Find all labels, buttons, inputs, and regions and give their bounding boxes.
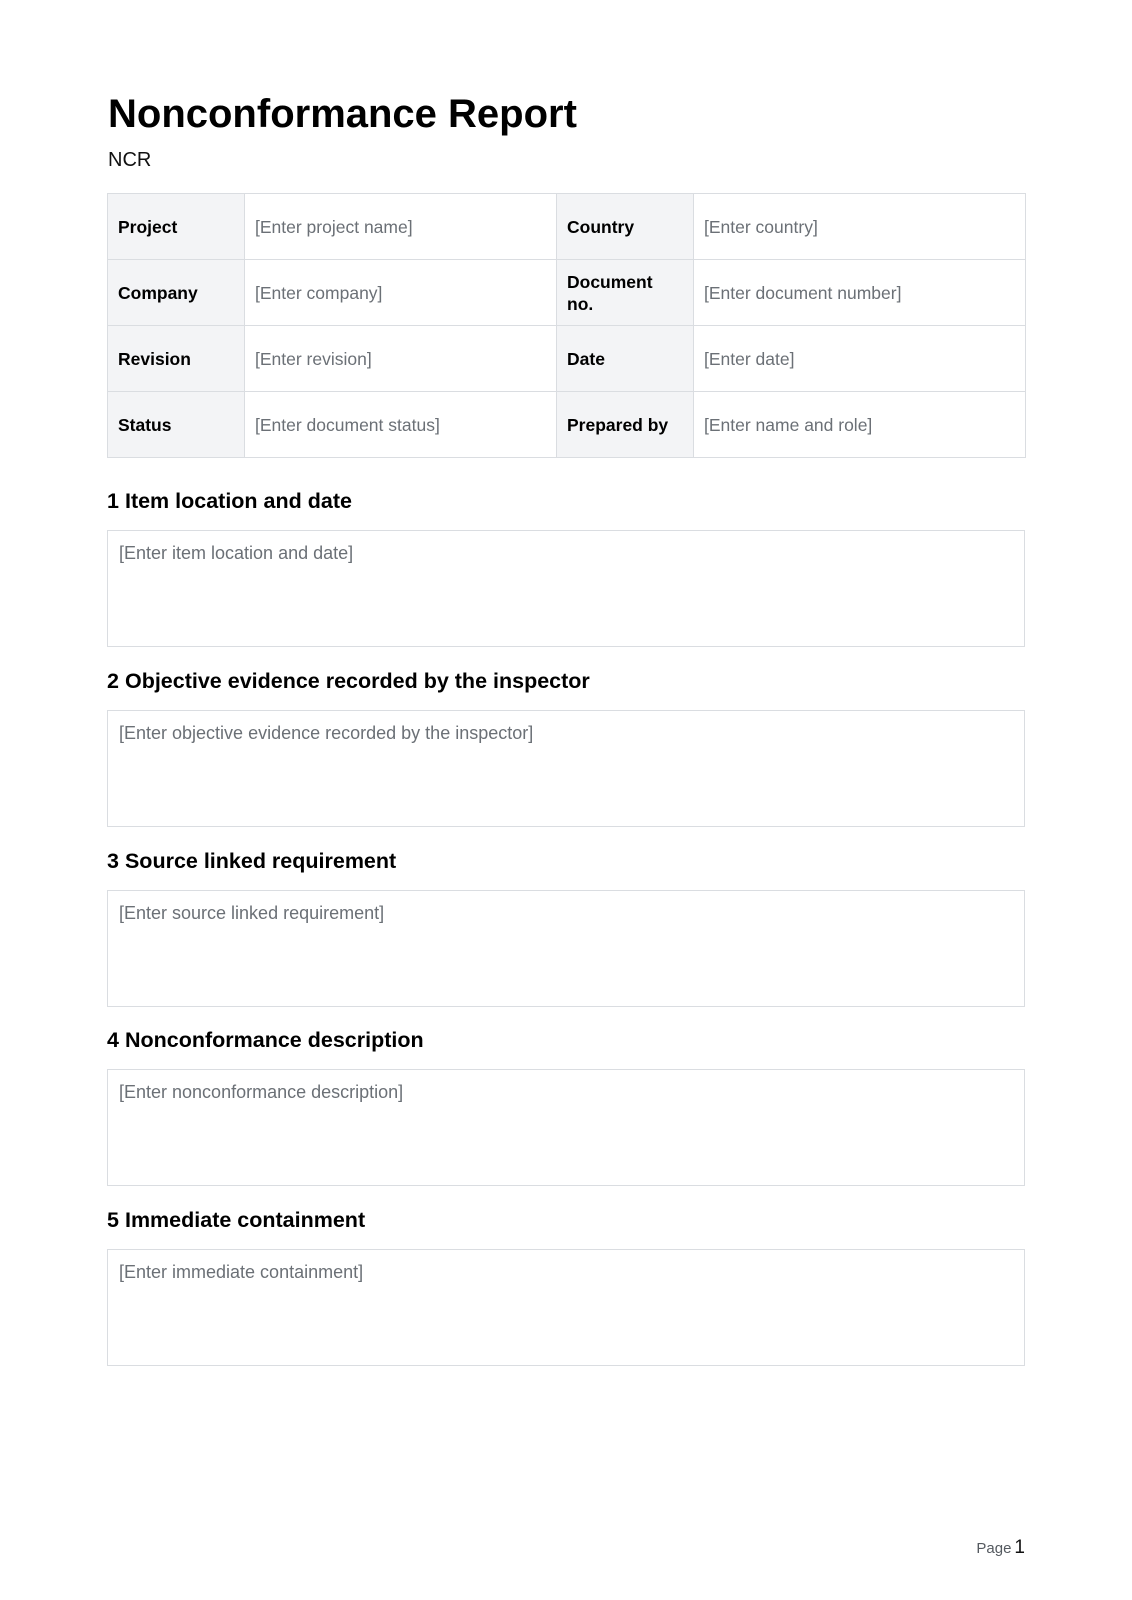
date-field[interactable]: [Enter date] [694, 326, 1026, 392]
item-location-field[interactable]: [Enter item location and date] [107, 530, 1025, 647]
section-number: 5 [107, 1208, 119, 1232]
section-title: Immediate containment [124, 1208, 366, 1232]
revision-field[interactable]: [Enter revision] [245, 326, 557, 392]
page-number-footer [976, 1537, 1025, 1559]
table-row [108, 260, 1026, 326]
section-immediate-containment [107, 1206, 1025, 1366]
page-label: Page [976, 1540, 1012, 1557]
source-requirement-field[interactable]: [Enter source linked requirement] [107, 890, 1025, 1007]
section-number: 4 [107, 1028, 119, 1052]
section-heading [107, 847, 1025, 875]
section-title: Objective evidence recorded by the inspector [124, 669, 590, 693]
status-label: Status [108, 392, 245, 458]
section-heading [107, 667, 1025, 695]
section-objective-evidence [107, 667, 1025, 827]
page-subtitle: NCR [108, 149, 152, 171]
document-number-label: Document no. [557, 260, 694, 326]
section-title: Nonconformance description [124, 1028, 424, 1052]
section-item-location [107, 487, 1025, 647]
section-title: Source linked requirement [124, 849, 397, 873]
date-label: Date [557, 326, 694, 392]
section-heading [107, 1206, 1025, 1234]
project-label: Project [108, 194, 245, 260]
status-field[interactable]: [Enter document status] [245, 392, 557, 458]
section-heading [107, 1026, 1025, 1054]
country-label: Country [557, 194, 694, 260]
revision-label: Revision [108, 326, 245, 392]
report-info-table [107, 193, 1026, 458]
section-source-requirement [107, 847, 1025, 1007]
section-number: 3 [107, 849, 119, 873]
project-field[interactable]: [Enter project name] [245, 194, 557, 260]
nonconformance-description-field[interactable]: [Enter nonconformance description] [107, 1069, 1025, 1186]
section-number: 2 [107, 669, 119, 693]
table-row [108, 326, 1026, 392]
prepared-by-label: Prepared by [557, 392, 694, 458]
table-row [108, 194, 1026, 260]
company-label: Company [108, 260, 245, 326]
document-number-field[interactable]: [Enter document number] [694, 260, 1026, 326]
table-row [108, 392, 1026, 458]
section-title: Item location and date [124, 489, 352, 513]
company-field[interactable]: [Enter company] [245, 260, 557, 326]
immediate-containment-field[interactable]: [Enter immediate containment] [107, 1249, 1025, 1366]
country-field[interactable]: [Enter country] [694, 194, 1026, 260]
section-nonconformance-description [107, 1026, 1025, 1186]
objective-evidence-field[interactable]: [Enter objective evidence recorded by the inspector] [107, 710, 1025, 827]
section-heading [107, 487, 1025, 515]
section-number: 1 [107, 489, 119, 513]
page-title: Nonconformance Report [108, 92, 577, 136]
prepared-by-field[interactable]: [Enter name and role] [694, 392, 1026, 458]
page-number: 1 [1014, 1537, 1025, 1558]
